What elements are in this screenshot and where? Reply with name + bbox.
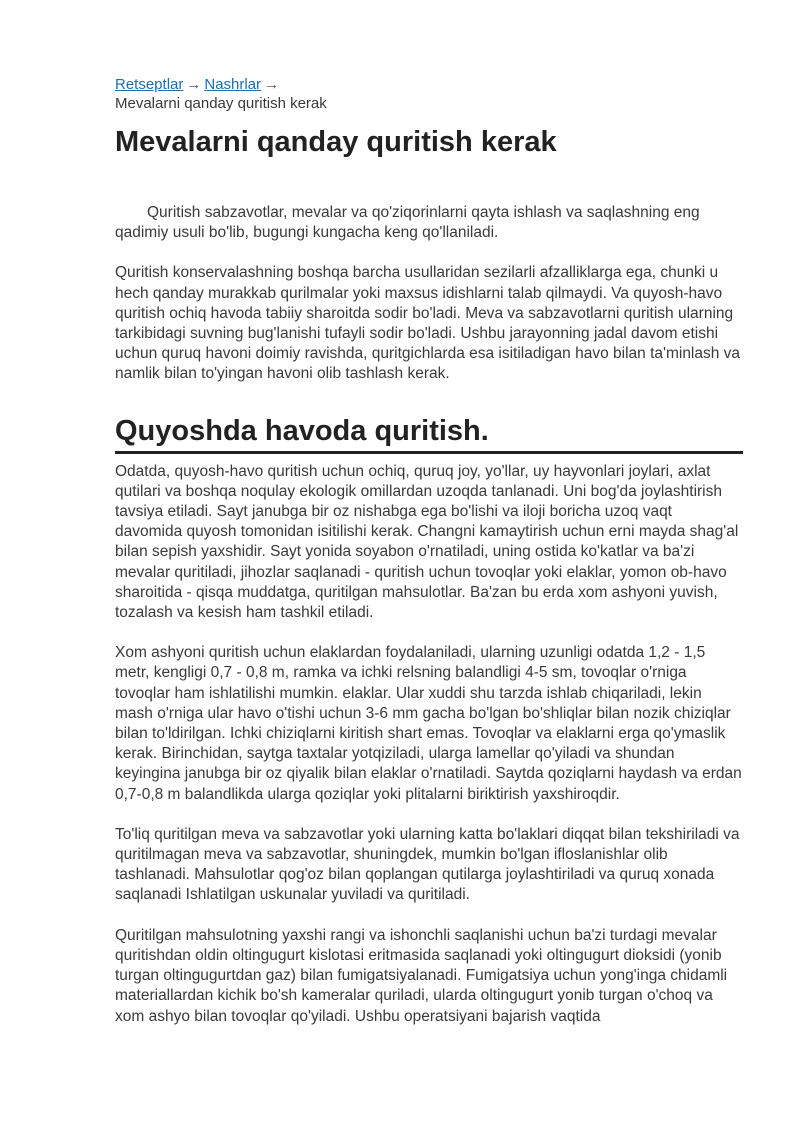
breadcrumb-link-nashrlar[interactable]: Nashrlar <box>204 76 262 93</box>
breadcrumb <box>115 75 743 113</box>
breadcrumb-link-retseptlar[interactable]: Retseptlar <box>115 76 184 93</box>
paragraph: Odatda, quyosh-havo quritish uchun ochiq, quruq joy, yo'llar, uy hayvonlari joylari, axlat qutilari va boshqa noqulay ekologik omillardan uzoqda tanlanadi. Uni bog'da joylashtirish tavsiya etiladi. Sayt janubga bir oz nishabga ega bo'lishi va iloji boricha uzoq vaqt davomida quyosh tomonidan isitilishi kerak. Changni kamaytirish uchun erni mayda shag'al bilan sepish yaxshidir. Sayt yonida soyabon o'rnatiladi, uning ostida ko'katlar va ba'zi mevalar quritiladi, jihozlar saqlanadi - quritish uchun tovoqlar yoki elaklar, yomon ob-havo sharoitida - qisqa muddatga, quritilgan mahsulotlar. Ba'zan bu erda xom ashyoni yuvish, tozalash va kesish ham tashkil etiladi. <box>115 462 739 622</box>
paragraph: Quritilgan mahsulotning yaxshi rangi va ishonchli saqlanishi uchun ba'zi turdagi mevalar quritishdan oldin oltingugurt kislotasi eritmasida saqlanadi yoki oltingugurt dioksidi (yonib turgan oltingugurtdan gaz) bilan fumigatsiyalanadi. Fumigatsiya uchun yong'inga chidamli materiallardan kichik bo'sh kameralar quriladi, ularda oltingugurt yonib turgan o'choq va xom ashyo bilan tovoqlar qo'yiladi. Ushbu operatsiyani bajarish vaqtida <box>115 926 728 1025</box>
page-title: Mevalarni qanday quritish kerak <box>115 126 557 158</box>
paragraph: Xom ashyoni quritish uchun elaklardan foydalaniladi, ularning uzunligi odatda 1,2 - 1,5 metr, kengligi 0,7 - 0,8 m, ramka va ichki relsning balandligi 4-5 sm, tovoqlar o'rniga tovoqlar ham ishlatilishi mumkin. elaklar. Ular xuddi shu tarzda ishlab chiqariladi, lekin mash o'rniga ular havo o'tishi uchun 3-6 mm gacha bo'lgan bo'shliqlar bilan nozik chiziqlar bilan to'ldirilgan. Ichki chiziqlarni kiritish shart emas. Tovoqlar va elaklarni erga qo'ymaslik kerak. Birinchidan, saytga taxtalar yotqiziladi, ularga lamellar qo'yiladi va shundan keyingina janubga bir oz qiyalik bilan elaklar o'rnatiladi. Saytda qoziqlarni haydash va erdan 0,7-0,8 m balandlikda ularga qoziqlar yoki plitalarni biriktirish yaxshiroqdir. <box>115 644 742 803</box>
paragraph: To'liq quritilgan meva va sabzavotlar yoki ularning katta bo'laklari diqqat bilan tekshiriladi va quritilmagan meva va sabzavotlar, shuningdek, mumkin bo'lgan ifloslanishlar olib tashlanadi. Mahsulotlar qog'oz bilan qoplangan qutilarga joylashtiriladi va quruq xonada saqlanadi Ishlatilgan uskunalar yuviladi va quritiladi. <box>115 825 740 904</box>
section-heading: Quyoshda havoda quritish. <box>115 411 743 454</box>
breadcrumb-current: Mevalarni qanday quritish kerak <box>115 95 327 112</box>
breadcrumb-arrow: → <box>264 76 280 93</box>
document-page <box>115 0 743 1027</box>
intro-paragraph: Quritish sabzavotlar, mevalar va qo'ziqorinlarni qayta ishlash va saqlashning eng qadimiy usuli bo'lib, bugungi kungacha keng qo'llaniladi. <box>115 204 700 242</box>
paragraph: Quritish konservalashning boshqa barcha usullaridan sezilarli afzalliklarga ega, chunki u hech qanday murakkab qurilmalar yoki maxsus idishlarni talab qilmaydi. Va quyosh-havo quritish ochiq havoda tabiiy sharoitda sodir bo'ladi. Meva va sabzavotlarni quritish ularning tarkibidagi suvning bug'lanishi tufayli sodir bo'ladi. Ushbu jarayonning jadal davom etishi uchun quruq havoni doimiy ravishda, quritgichlarda esa isitiladigan havo bilan ta'minlash va namlik bilan to'yingan havoni olib tashlash kerak. <box>115 264 741 383</box>
breadcrumb-arrow: → <box>186 76 202 93</box>
